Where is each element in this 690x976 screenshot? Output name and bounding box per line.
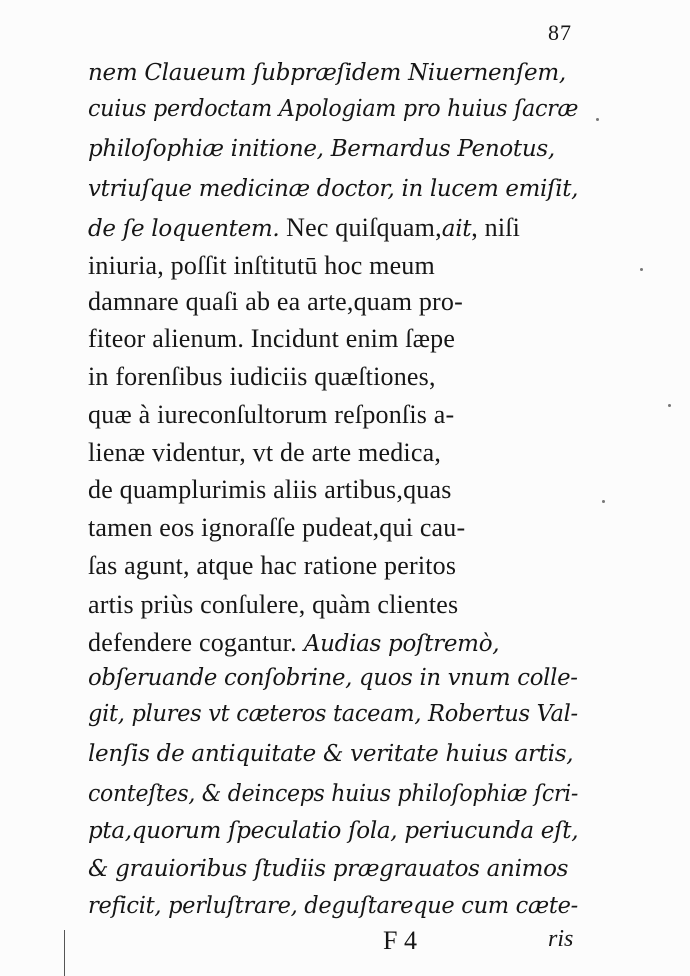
text-line <box>88 364 436 390</box>
roman-text: de quamplurimis aliis artibus,quas <box>88 475 452 504</box>
roman-text: lienæ videntur, vt de arte medica, <box>88 438 442 467</box>
roman-text: Nec quiſquam, <box>279 213 442 242</box>
text-line <box>88 743 573 766</box>
text-line <box>88 62 566 85</box>
text-line <box>88 783 578 806</box>
roman-text: , niſi <box>471 213 521 242</box>
italic-text: conteſtes, & deinceps huius philoſophiæ ſcri- <box>88 781 578 807</box>
italic-text: & grauioribus ſtudiis prægrauatos animos <box>88 856 569 882</box>
text-line <box>88 703 578 726</box>
catchword: ris <box>548 926 574 952</box>
text-line <box>88 98 578 121</box>
italic-text: vtriuſque medicinæ doctor, in lucem emiſit, <box>88 176 579 202</box>
italic-text: git, plures vt cæteros taceam, Robertus Val- <box>88 701 578 727</box>
italic-text: cuius perdoctam Apologiam pro huius ſacræ <box>88 96 579 122</box>
roman-text: fiteor alienum. Incidunt enim ſæpe <box>88 324 456 353</box>
text-line <box>88 820 578 843</box>
text-line <box>88 515 465 541</box>
paper-speck <box>602 500 605 503</box>
paper-speck <box>668 404 671 407</box>
binding-edge-line <box>64 930 65 976</box>
italic-text: ait <box>441 216 472 242</box>
roman-text: ſas agunt, atque hac ratione peritos <box>88 551 457 580</box>
paper-speck <box>640 268 643 271</box>
text-line <box>88 215 520 241</box>
roman-text: in forenſibus iudiciis quæſtiones, <box>88 362 436 391</box>
roman-text: artis priùs conſulere, quàm clientes <box>88 590 459 619</box>
italic-text: obſeruande conſobrine, quos in vnum colle- <box>88 665 578 691</box>
signature-mark: F 4 <box>383 926 417 955</box>
text-line <box>88 138 555 161</box>
text-line <box>88 553 456 579</box>
italic-text: lenſis de antiquitate & veritate huius artis, <box>88 741 574 767</box>
roman-text: tamen eos ignoraſſe pudeat,qui cau- <box>88 513 466 542</box>
text-line <box>88 667 578 690</box>
italic-text: Audias poſtremò, <box>296 631 500 657</box>
text-line <box>88 895 578 918</box>
text-line <box>88 326 455 352</box>
italic-text: de ſe loquentem. <box>88 216 280 242</box>
italic-text: philoſophiæ initione, Bernardus Penotus, <box>88 136 555 162</box>
roman-text: damnare quaſi ab ea arte,quam pro- <box>88 287 463 316</box>
italic-text: reficit, perluſtrare, deguſtareque cum cæte- <box>88 893 578 919</box>
text-line <box>88 253 435 279</box>
italic-text: pta,quorum ſpeculatio ſola, periucunda eſt, <box>88 818 579 844</box>
text-line <box>88 402 454 428</box>
page-number: 87 <box>548 20 572 45</box>
text-line <box>88 858 568 881</box>
text-line <box>88 178 578 201</box>
text-line <box>88 592 458 618</box>
paper-speck <box>596 118 599 121</box>
text-line <box>88 289 463 315</box>
roman-text: iniuria, poſſit inſtitutū hoc meum <box>88 251 435 280</box>
text-line <box>88 440 441 466</box>
text-line <box>88 477 452 503</box>
italic-text: nem Claueum ſubpræſidem Niuernenſem, <box>88 60 566 86</box>
roman-text: quæ à iureconſultorum reſponſis a- <box>88 400 455 429</box>
roman-text: defendere cogantur. <box>88 628 297 657</box>
text-line <box>88 630 499 656</box>
